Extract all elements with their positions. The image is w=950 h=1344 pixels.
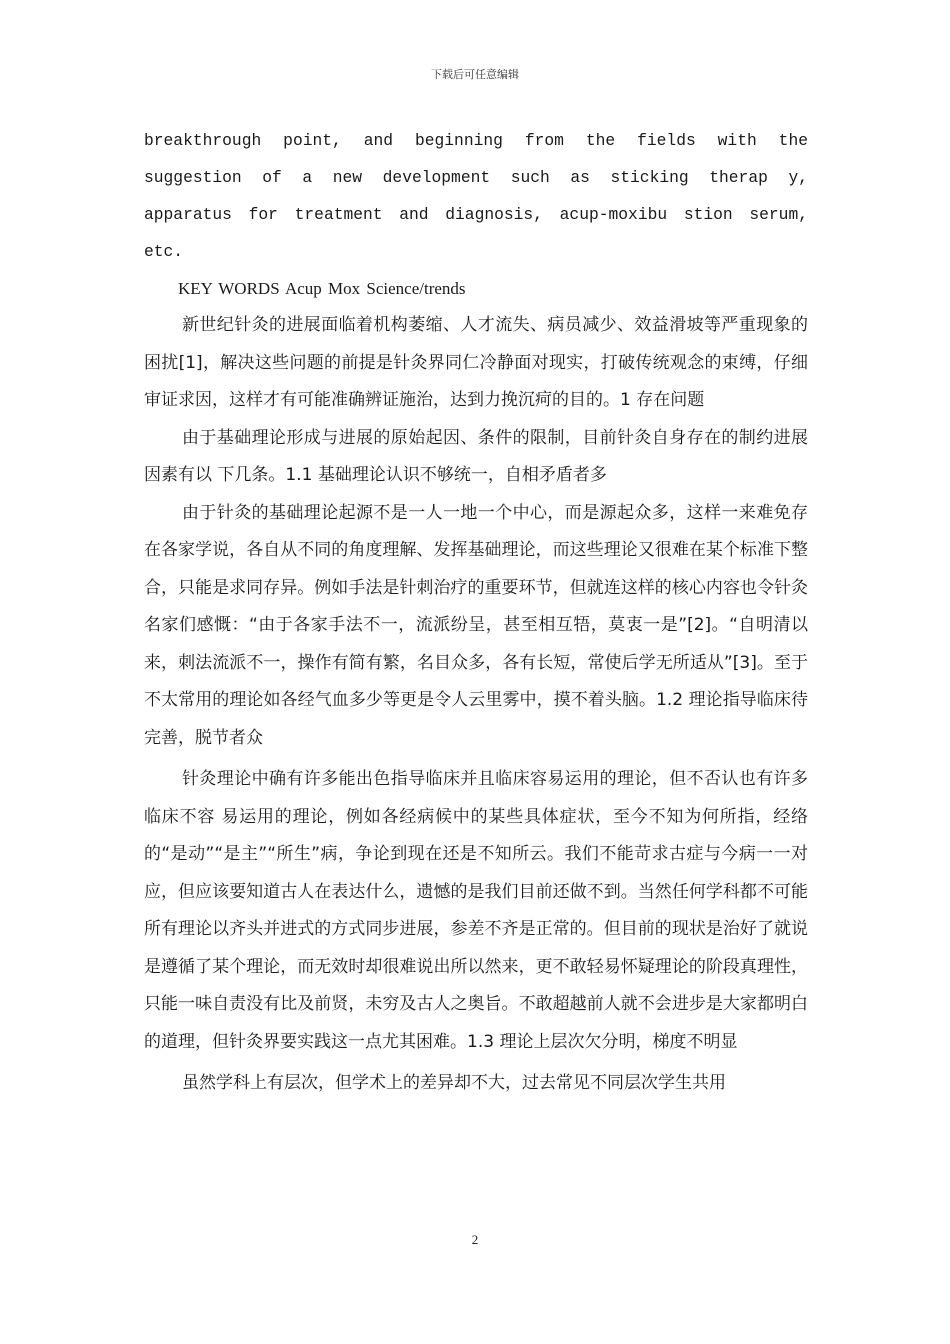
page-body bbox=[144, 122, 808, 1103]
page-number: 2 bbox=[471, 1232, 479, 1247]
body-paragraph-2: 由于基础理论形成与进展的原始起因、条件的限制，目前针灸自身存在的制约进展因素有以 下几条。1.1 基础理论认识不够统一，自相矛盾者多 bbox=[144, 427, 808, 485]
page-header: 下载后可任意编辑 bbox=[431, 68, 519, 81]
keywords-line: KEY WORDS Acup Mox Science/trends bbox=[178, 279, 466, 298]
body-paragraph-4: 针灸理论中确有许多能出色指导临床并且临床容易运用的理论，但不否认也有许多临床不容 易运用的理论，例如各经病候中的某些具体症状，至今不知为何所指，经络的“是动”“是主”“所生”病，争论到现在还是不知所云。我们不能苛求古症与今病一一对应，但应该要知道古人在表达什么，遗憾的是我们目前还做不到。当然任何学科都不可能所有理论以齐头并进式的方式同步进展，参差不齐是正常的。但目前的现状是治好了就说是遵循了某个理论，而无效时却很难说出所以然来，更不敢轻易怀疑理论的阶段真理性，只能一味自责没有比及前贤，未穷及古人之奥旨。不敢超越前人就不会进步是大家都明白的道理，但针灸界要实践这一点尤其困难。1.3 理论上层次欠分明，梯度不明显 bbox=[144, 769, 808, 1052]
body-paragraph-5: 虽然学科上有层次，但学术上的差异却不大，过去常见不同层次学生共用 bbox=[182, 1073, 726, 1093]
body-paragraph-3: 由于针灸的基础理论起源不是一人一地一个中心，而是源起众多，这样一来难免存在各家学说，各自从不同的角度理解、发挥基础理论，而这些理论又很难在某个标准下整合，只能是求同存异。例如手法是针刺治疗的重要环节，但就连这样的核心内容也令针灸名家们感慨：“由于各家手法不一，流派纷呈，甚至相互牾，莫衷一是”[2]。“自明清以来，刺法流派不一，操作有简有繁，名目众多，各有长短，常使后学无所适从”[3]。至于不太常用的理论如各经气血多少等更是令人云里雾中，摸不着头脑。1.2 理论指导临床待完善，脱节者众 bbox=[144, 502, 808, 748]
body-paragraph-1: 新世纪针灸的进展面临着机构萎缩、人才流失、病员减少、效益滑坡等严重现象的困扰[1]，解决这些问题的前提是针灸界同仁冷静面对现实，打破传统观念的束缚，仔细审证求因，这样才有可能准确辨证施治，达到力挽沉疴的目的。1 存在问题 bbox=[144, 315, 808, 410]
abstract-continuation: breakthrough point, and beginning from the fields with the suggestion of a new development such as sticking therap y, apparatus for treatment and diagnosis, acup-moxibu stion serum, etc. bbox=[144, 131, 808, 261]
